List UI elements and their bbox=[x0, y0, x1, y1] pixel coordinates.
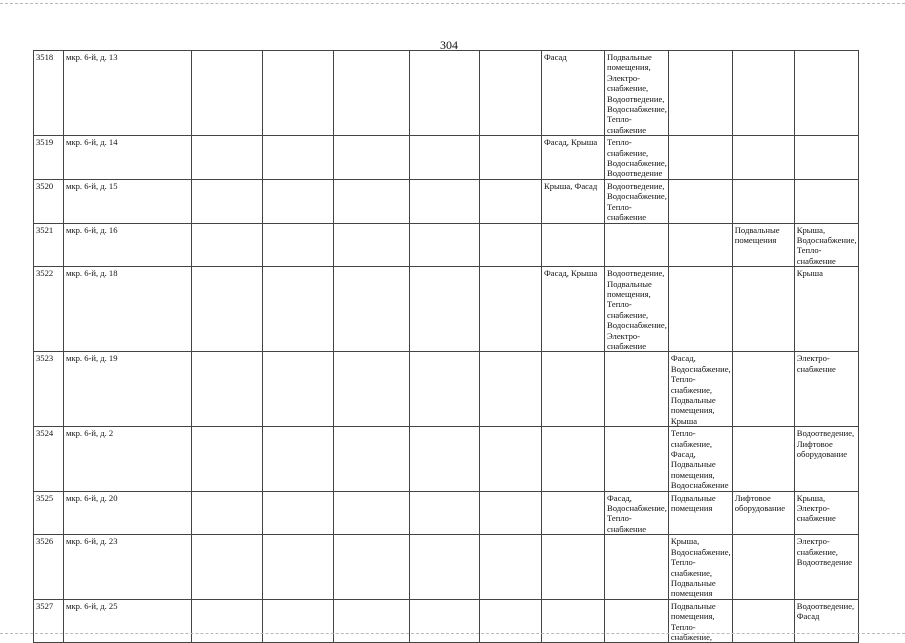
address: мкр. 6-й, д. 2 bbox=[64, 427, 192, 491]
empty-cell bbox=[192, 267, 263, 352]
empty-cell bbox=[192, 352, 263, 427]
address: мкр. 6-й, д. 16 bbox=[64, 223, 192, 267]
empty-cell bbox=[410, 491, 480, 535]
work-cell: Фасад, Крыша bbox=[542, 136, 605, 180]
work-cell bbox=[732, 599, 794, 643]
work-cell: Крыша bbox=[794, 267, 858, 352]
work-cell bbox=[542, 223, 605, 267]
row-number: 3526 bbox=[34, 535, 64, 599]
empty-cell bbox=[480, 51, 542, 136]
empty-cell bbox=[410, 352, 480, 427]
empty-cell bbox=[334, 427, 410, 491]
work-cell bbox=[542, 535, 605, 599]
work-cell bbox=[668, 267, 732, 352]
empty-cell bbox=[480, 352, 542, 427]
scan-artifact-top bbox=[0, 3, 905, 4]
row-number: 3524 bbox=[34, 427, 64, 491]
work-cell bbox=[542, 491, 605, 535]
table-row bbox=[34, 136, 859, 180]
empty-cell bbox=[480, 427, 542, 491]
empty-cell bbox=[410, 223, 480, 267]
address: мкр. 6-й, д. 13 bbox=[64, 51, 192, 136]
table-row bbox=[34, 352, 859, 427]
empty-cell bbox=[263, 223, 334, 267]
empty-cell bbox=[480, 535, 542, 599]
row-number: 3520 bbox=[34, 179, 64, 223]
empty-cell bbox=[192, 427, 263, 491]
row-number: 3523 bbox=[34, 352, 64, 427]
work-cell bbox=[668, 223, 732, 267]
work-cell bbox=[732, 51, 794, 136]
empty-cell bbox=[334, 223, 410, 267]
work-cell: Тепло- снабжение, Фасад, Подвальные помещения, Водоснабжение bbox=[668, 427, 732, 491]
table-row bbox=[34, 179, 859, 223]
work-cell bbox=[605, 599, 669, 643]
row-number: 3519 bbox=[34, 136, 64, 180]
address: мкр. 6-й, д. 14 bbox=[64, 136, 192, 180]
work-cell: Крыша, Водоснабжение, Тепло- снабжение, Подвальные помещения bbox=[668, 535, 732, 599]
empty-cell bbox=[192, 136, 263, 180]
scan-artifact-bottom bbox=[0, 633, 905, 634]
empty-cell bbox=[192, 51, 263, 136]
work-cell bbox=[732, 427, 794, 491]
empty-cell bbox=[334, 352, 410, 427]
empty-cell bbox=[192, 179, 263, 223]
empty-cell bbox=[192, 223, 263, 267]
empty-cell bbox=[263, 352, 334, 427]
table-row bbox=[34, 427, 859, 491]
empty-cell bbox=[334, 491, 410, 535]
work-cell: Фасад, Крыша bbox=[542, 267, 605, 352]
row-number: 3527 bbox=[34, 599, 64, 643]
empty-cell bbox=[480, 136, 542, 180]
work-cell bbox=[542, 599, 605, 643]
work-cell: Электро- снабжение bbox=[794, 352, 858, 427]
empty-cell bbox=[192, 599, 263, 643]
empty-cell bbox=[480, 267, 542, 352]
empty-cell bbox=[480, 491, 542, 535]
row-number: 3521 bbox=[34, 223, 64, 267]
empty-cell bbox=[263, 491, 334, 535]
work-cell: Водоотведение, Лифтовое оборудование bbox=[794, 427, 858, 491]
work-cell bbox=[668, 136, 732, 180]
work-cell bbox=[668, 179, 732, 223]
work-cell: Фасад, Водоснабжение, Тепло- снабжение, Подвальные помещения, Крыша bbox=[668, 352, 732, 427]
empty-cell bbox=[410, 51, 480, 136]
address: мкр. 6-й, д. 23 bbox=[64, 535, 192, 599]
empty-cell bbox=[410, 136, 480, 180]
table-row bbox=[34, 535, 859, 599]
empty-cell bbox=[263, 267, 334, 352]
work-cell bbox=[732, 136, 794, 180]
work-cell: Электро- снабжение, Водоотведение bbox=[794, 535, 858, 599]
repair-schedule-table bbox=[33, 50, 859, 643]
empty-cell bbox=[263, 136, 334, 180]
table-row bbox=[34, 599, 859, 643]
address: мкр. 6-й, д. 15 bbox=[64, 179, 192, 223]
empty-cell bbox=[263, 535, 334, 599]
empty-cell bbox=[410, 535, 480, 599]
empty-cell bbox=[480, 599, 542, 643]
empty-cell bbox=[410, 427, 480, 491]
row-number: 3525 bbox=[34, 491, 64, 535]
empty-cell bbox=[192, 535, 263, 599]
table-row bbox=[34, 491, 859, 535]
empty-cell bbox=[263, 51, 334, 136]
empty-cell bbox=[410, 267, 480, 352]
empty-cell bbox=[334, 136, 410, 180]
table-row bbox=[34, 51, 859, 136]
work-cell: Подвальные помещения bbox=[668, 491, 732, 535]
work-cell bbox=[732, 267, 794, 352]
empty-cell bbox=[410, 599, 480, 643]
work-cell: Лифтовое оборудование bbox=[732, 491, 794, 535]
work-cell bbox=[542, 352, 605, 427]
page-number: 304 bbox=[440, 38, 458, 52]
work-cell: Водоотведение, Водоснабжение, Тепло- снабжение bbox=[605, 179, 669, 223]
work-cell: Фасад bbox=[542, 51, 605, 136]
work-cell: Крыша, Электро- снабжение bbox=[794, 491, 858, 535]
work-cell: Водоотведение, Фасад bbox=[794, 599, 858, 643]
work-cell: Водоотведение, Подвальные помещения, Тепло- снабжение, Водоснабжение, Электро- снабжение bbox=[605, 267, 669, 352]
work-cell bbox=[794, 179, 858, 223]
work-cell bbox=[794, 51, 858, 136]
work-cell bbox=[542, 427, 605, 491]
empty-cell bbox=[334, 179, 410, 223]
empty-cell bbox=[334, 535, 410, 599]
work-cell bbox=[794, 136, 858, 180]
row-number: 3518 bbox=[34, 51, 64, 136]
work-cell: Крыша, Водоснабжение, Тепло- снабжение bbox=[794, 223, 858, 267]
empty-cell bbox=[192, 491, 263, 535]
work-cell: Фасад, Водоснабжение, Тепло- снабжение bbox=[605, 491, 669, 535]
empty-cell bbox=[480, 179, 542, 223]
empty-cell bbox=[263, 599, 334, 643]
empty-cell bbox=[334, 267, 410, 352]
work-cell bbox=[732, 352, 794, 427]
address: мкр. 6-й, д. 25 bbox=[64, 599, 192, 643]
row-number: 3522 bbox=[34, 267, 64, 352]
work-cell: Крыша, Фасад bbox=[542, 179, 605, 223]
work-cell: Подвальные помещения, Тепло- снабжение, bbox=[668, 599, 732, 643]
work-cell bbox=[732, 535, 794, 599]
table-row bbox=[34, 223, 859, 267]
empty-cell bbox=[410, 179, 480, 223]
empty-cell bbox=[334, 51, 410, 136]
work-cell: Подвальные помещения bbox=[732, 223, 794, 267]
address: мкр. 6-й, д. 20 bbox=[64, 491, 192, 535]
work-cell: Тепло- снабжение, Водоснабжение, Водоотведение bbox=[605, 136, 669, 180]
work-cell bbox=[605, 427, 669, 491]
address: мкр. 6-й, д. 18 bbox=[64, 267, 192, 352]
table-row bbox=[34, 267, 859, 352]
work-cell: Подвальные помещения, Электро- снабжение, Водоотведение, Водоснабжение, Тепло- снабжение bbox=[605, 51, 669, 136]
empty-cell bbox=[334, 599, 410, 643]
empty-cell bbox=[263, 427, 334, 491]
work-cell bbox=[668, 51, 732, 136]
work-cell bbox=[605, 352, 669, 427]
work-cell bbox=[605, 223, 669, 267]
work-cell bbox=[732, 179, 794, 223]
empty-cell bbox=[480, 223, 542, 267]
work-cell bbox=[605, 535, 669, 599]
empty-cell bbox=[263, 179, 334, 223]
address: мкр. 6-й, д. 19 bbox=[64, 352, 192, 427]
